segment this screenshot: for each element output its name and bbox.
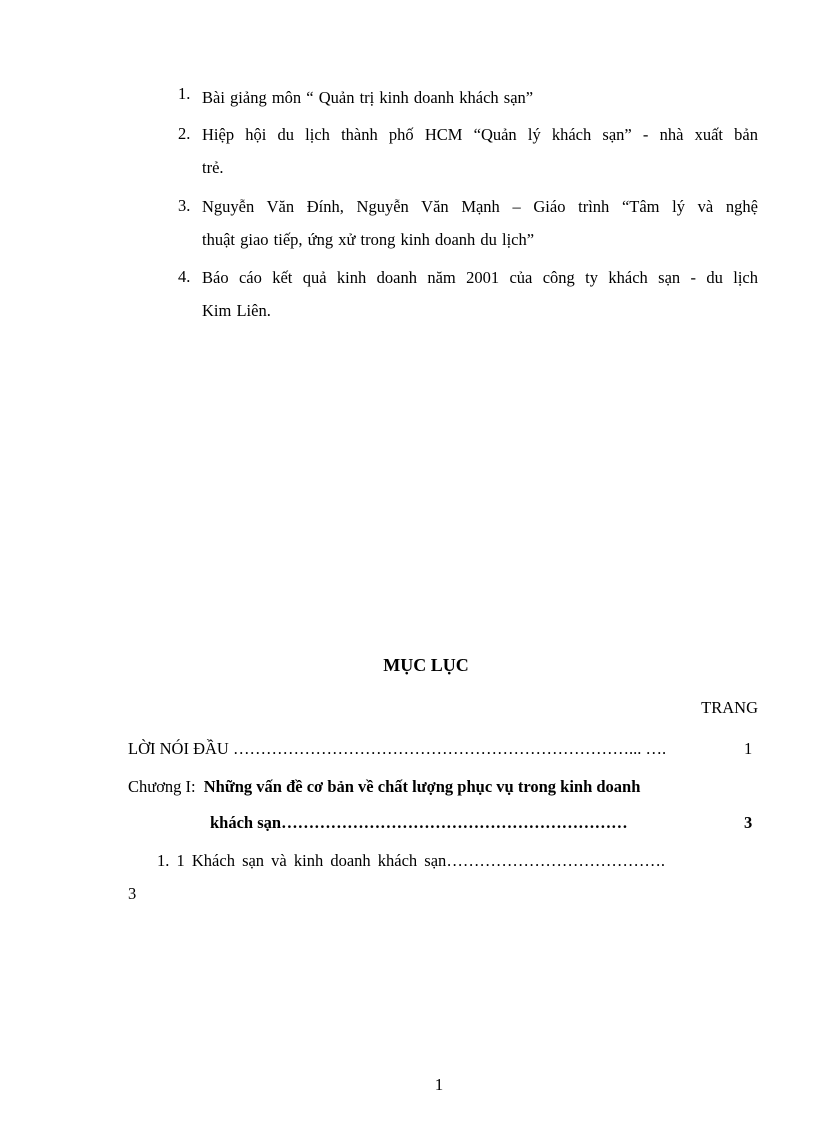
reference-number: 2. [178, 124, 191, 143]
toc-title: MỤC LỤC [383, 655, 469, 675]
footer-page-number: 1 [434, 1075, 444, 1094]
toc-entry-prefix: Chương I: [128, 777, 196, 796]
reference-number: 4. [178, 267, 191, 286]
reference-line: trẻ. [202, 158, 224, 177]
toc-entry-page: 3 [128, 884, 137, 903]
toc-entry-label: 1. 1 Khách sạn và kinh doanh khách sạn [157, 851, 447, 870]
reference-text [202, 190, 758, 256]
reference-line: Hiệp hội du lịch thành phố HCM “Quản lý khách sạn” - nhà xuất bản [202, 125, 758, 144]
toc-entry-chapter-1-line2 [210, 813, 628, 833]
toc-entry-leader: ………………………………………………………………... …. [232, 739, 667, 758]
toc-entry-page: 1 [744, 739, 753, 758]
toc-entry-leader: …………………………………. [446, 851, 665, 870]
reference-number: 3. [178, 196, 191, 215]
reference-line: thuật giao tiếp, ứng xử trong kinh doanh du lịch” [202, 230, 535, 249]
toc-entry-label: khách sạn [210, 813, 282, 832]
toc-entry-leader: ……………………………………………………… [281, 813, 628, 832]
reference-text [202, 81, 758, 114]
toc-entry-page: 3 [744, 813, 753, 832]
toc-page-column-header: TRANG [701, 698, 758, 717]
toc-entry-1-1 [157, 851, 665, 871]
reference-line: Kim Liên. [202, 301, 271, 320]
reference-line: Bài giảng môn “ Quản trị kinh doanh khách sạn” [202, 88, 534, 107]
toc-entry-chapter-1 [128, 777, 640, 797]
toc-entry-label: LỜI NÓI ĐẦU [128, 739, 229, 758]
toc-entry-loi-noi-dau [128, 739, 666, 759]
reference-line: Nguyễn Văn Đính, Nguyễn Văn Mạnh – Giáo trình “Tâm lý và nghệ [202, 197, 758, 216]
reference-line: Báo cáo kết quả kinh doanh năm 2001 của công ty khách sạn - du lịch [202, 268, 758, 287]
reference-text [202, 118, 758, 184]
reference-number: 1. [178, 84, 191, 103]
toc-entry-label: Những vấn đề cơ bản về chất lượng phục vụ trong kinh doanh [203, 777, 641, 796]
reference-text [202, 261, 758, 327]
